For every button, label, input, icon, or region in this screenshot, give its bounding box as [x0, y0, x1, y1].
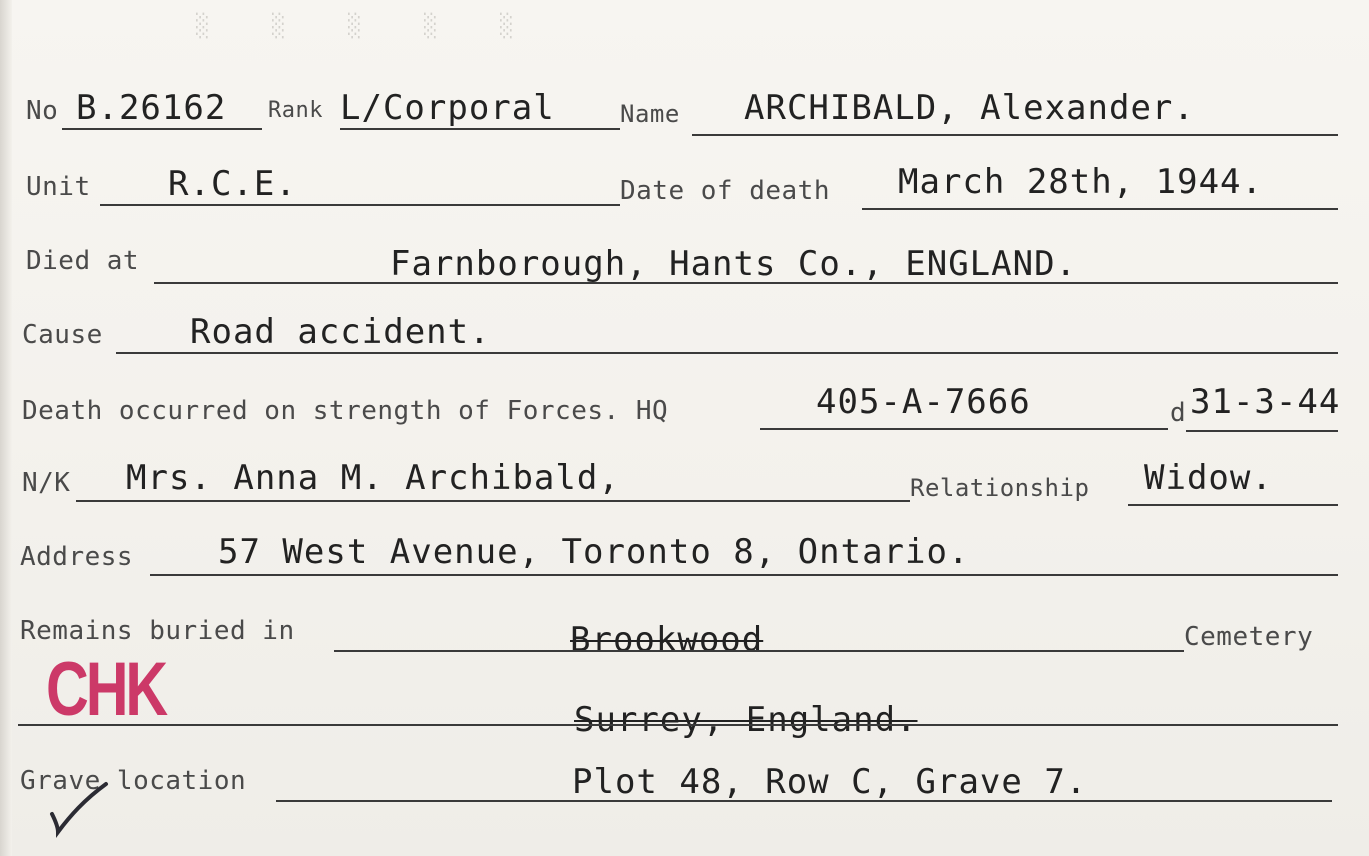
- grave-label: Grave location: [20, 766, 247, 796]
- bleed-mark: ░: [196, 14, 210, 39]
- nk-underline: [76, 500, 910, 502]
- location-value: Surrey, England.: [574, 700, 918, 740]
- hq-underline: [760, 428, 1168, 430]
- grave-underline: [276, 800, 1332, 802]
- died-at-underline: [154, 282, 1338, 284]
- name-underline: [692, 134, 1338, 136]
- bleed-mark: ░: [500, 14, 514, 39]
- rank-underline: [340, 128, 620, 130]
- name-label: Name: [620, 100, 680, 128]
- address-underline: [150, 574, 1338, 576]
- name-value: ARCHIBALD, Alexander.: [744, 88, 1195, 128]
- died-at-value: Farnborough, Hants Co., ENGLAND.: [390, 244, 1078, 284]
- address-label: Address: [20, 542, 134, 572]
- unit-value: R.C.E.: [168, 164, 297, 204]
- d-label: d: [1170, 398, 1187, 428]
- location-underline: [18, 724, 1338, 726]
- rank-value: L/Corporal: [340, 88, 555, 128]
- bleed-mark: ░: [348, 14, 362, 39]
- nk-label: N/K: [22, 468, 71, 498]
- cause-label: Cause: [22, 320, 103, 350]
- cemetery-value: Brookwood: [570, 620, 764, 660]
- checkmark-icon: [44, 770, 114, 840]
- unit-label: Unit: [26, 172, 91, 202]
- chk-stamp: CHK: [46, 647, 166, 732]
- relationship-value: Widow.: [1144, 458, 1273, 498]
- bleed-mark: ░: [272, 14, 286, 39]
- rank-label: Rank: [268, 98, 323, 123]
- no-value: B.26162: [76, 88, 227, 128]
- remains-underline: [334, 650, 1184, 652]
- no-underline: [62, 128, 262, 130]
- remains-label: Remains buried in: [20, 616, 295, 646]
- relationship-label: Relationship: [910, 474, 1090, 502]
- address-value: 57 West Avenue, Toronto 8, Ontario.: [218, 532, 970, 572]
- died-at-label: Died at: [26, 246, 140, 276]
- unit-underline: [100, 204, 620, 206]
- grave-value: Plot 48, Row C, Grave 7.: [572, 762, 1088, 802]
- cemetery-label: Cemetery: [1184, 622, 1314, 652]
- d-value: 31-3-44: [1190, 382, 1341, 422]
- cause-value: Road accident.: [190, 312, 491, 352]
- cause-underline: [116, 352, 1338, 354]
- date-underline: [862, 208, 1338, 210]
- date-of-death-value: March 28th, 1944.: [898, 162, 1263, 202]
- hq-value: 405-A-7666: [816, 382, 1031, 422]
- no-label: No: [26, 96, 59, 126]
- d-underline: [1186, 430, 1338, 432]
- nk-value: Mrs. Anna M. Archibald,: [126, 458, 620, 498]
- strength-label: Death occurred on strength of Forces. HQ: [22, 396, 669, 426]
- relationship-underline: [1128, 504, 1338, 506]
- date-of-death-label: Date of death: [620, 176, 830, 206]
- bleed-mark: ░: [424, 14, 438, 39]
